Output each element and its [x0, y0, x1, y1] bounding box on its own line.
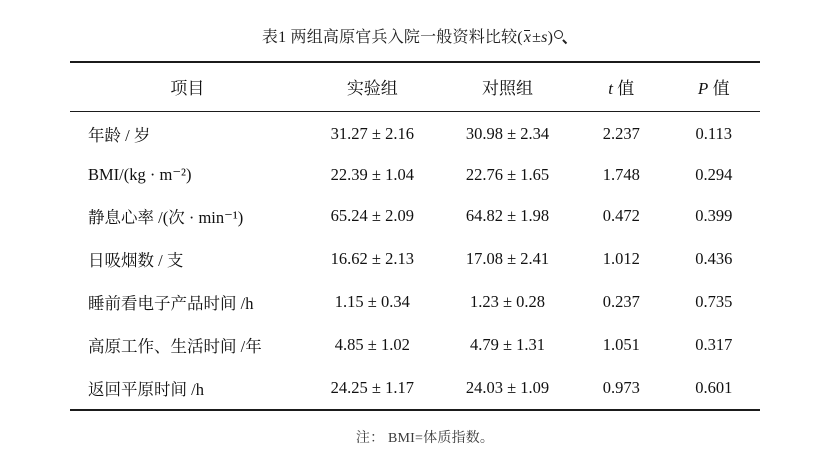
- row-control-value: 17.08 ± 2.41: [465, 248, 550, 268]
- p-symbol: P: [697, 79, 709, 98]
- table-caption: [0, 0, 830, 47]
- row-control-value: 1.23 ± 0.28: [469, 291, 545, 311]
- row-p-value: 0.317: [695, 334, 733, 354]
- column-header-t-value: [575, 62, 667, 112]
- row-item-label: 睡前看电子产品时间 /h: [88, 293, 254, 313]
- magnifier-icon[interactable]: [554, 30, 568, 44]
- sd-symbol: s: [541, 29, 548, 46]
- table-header-row: [70, 62, 760, 112]
- row-experiment-value: 65.24 ± 2.09: [330, 205, 414, 225]
- row-t-value: 0.973: [602, 377, 640, 397]
- row-control-value: 64.82 ± 1.98: [465, 205, 550, 225]
- row-control-value: 30.98 ± 2.34: [465, 123, 550, 143]
- table-row: [70, 366, 760, 410]
- row-t-value: 0.472: [602, 205, 640, 225]
- row-t-value: 0.237: [602, 291, 640, 311]
- row-experiment-value: 22.39 ± 1.04: [330, 164, 414, 184]
- row-control-value: 4.79 ± 1.31: [469, 334, 545, 354]
- general-data-table: [70, 61, 760, 411]
- data-table-container: [70, 61, 760, 411]
- row-experiment-value: 31.27 ± 2.16: [330, 123, 414, 143]
- row-t-value: 1.012: [602, 248, 640, 268]
- row-item-label: 年龄 / 岁: [88, 125, 151, 145]
- magnifier-lens: [554, 30, 563, 39]
- t-symbol: t: [608, 79, 614, 98]
- table-row: [70, 155, 760, 194]
- row-p-value: 0.735: [695, 291, 733, 311]
- row-t-value: 2.237: [602, 123, 640, 143]
- row-experiment-value: 1.15 ± 0.34: [334, 291, 410, 311]
- row-p-value: 0.113: [695, 123, 732, 143]
- row-p-value: 0.601: [695, 377, 733, 397]
- table-header: [70, 62, 760, 112]
- row-experiment-value: 16.62 ± 2.13: [330, 248, 414, 268]
- table-row: [70, 112, 760, 156]
- column-header-p-value: [668, 62, 761, 112]
- column-header-control: 对照组: [481, 79, 533, 98]
- row-control-value: 24.03 ± 1.09: [465, 377, 550, 397]
- table-body: [70, 112, 760, 411]
- table-row: [70, 280, 760, 323]
- row-item-label: 静息心率 /(次 · min⁻¹): [88, 207, 244, 227]
- table-caption-text: 表1 两组高原官兵入院一般资料比较(: [261, 29, 523, 46]
- row-p-value: 0.436: [695, 248, 733, 268]
- row-experiment-value: 24.25 ± 1.17: [330, 377, 414, 397]
- row-p-value: 0.294: [695, 164, 733, 184]
- plus-minus-symbol: ±: [532, 29, 542, 46]
- row-item-label: 日吸烟数 / 支: [88, 250, 184, 270]
- mean-symbol: x: [523, 29, 532, 46]
- column-header-item: 项目: [170, 79, 205, 98]
- row-t-value: 1.748: [602, 164, 640, 184]
- row-p-value: 0.399: [695, 205, 733, 225]
- t-suffix: 值: [613, 79, 635, 98]
- row-item-label: 高原工作、生活时间 /年: [88, 336, 262, 356]
- table-row: [70, 323, 760, 366]
- table-row: [70, 237, 760, 280]
- row-experiment-value: 4.85 ± 1.02: [334, 334, 410, 354]
- table-row: [70, 194, 760, 237]
- magnifier-handle: [562, 39, 567, 44]
- table-footnote-text: 注： BMI=体质指数。: [355, 431, 495, 446]
- column-header-experiment: 实验组: [346, 79, 398, 98]
- caption-paren-close: ): [547, 29, 554, 46]
- table-footnote: [0, 427, 830, 447]
- row-t-value: 1.051: [602, 334, 640, 354]
- row-item-label: 返回平原时间 /h: [88, 379, 204, 399]
- p-suffix: 值: [708, 79, 730, 98]
- row-item-label: BMI/(kg · m⁻²): [88, 164, 192, 184]
- row-control-value: 22.76 ± 1.65: [465, 164, 550, 184]
